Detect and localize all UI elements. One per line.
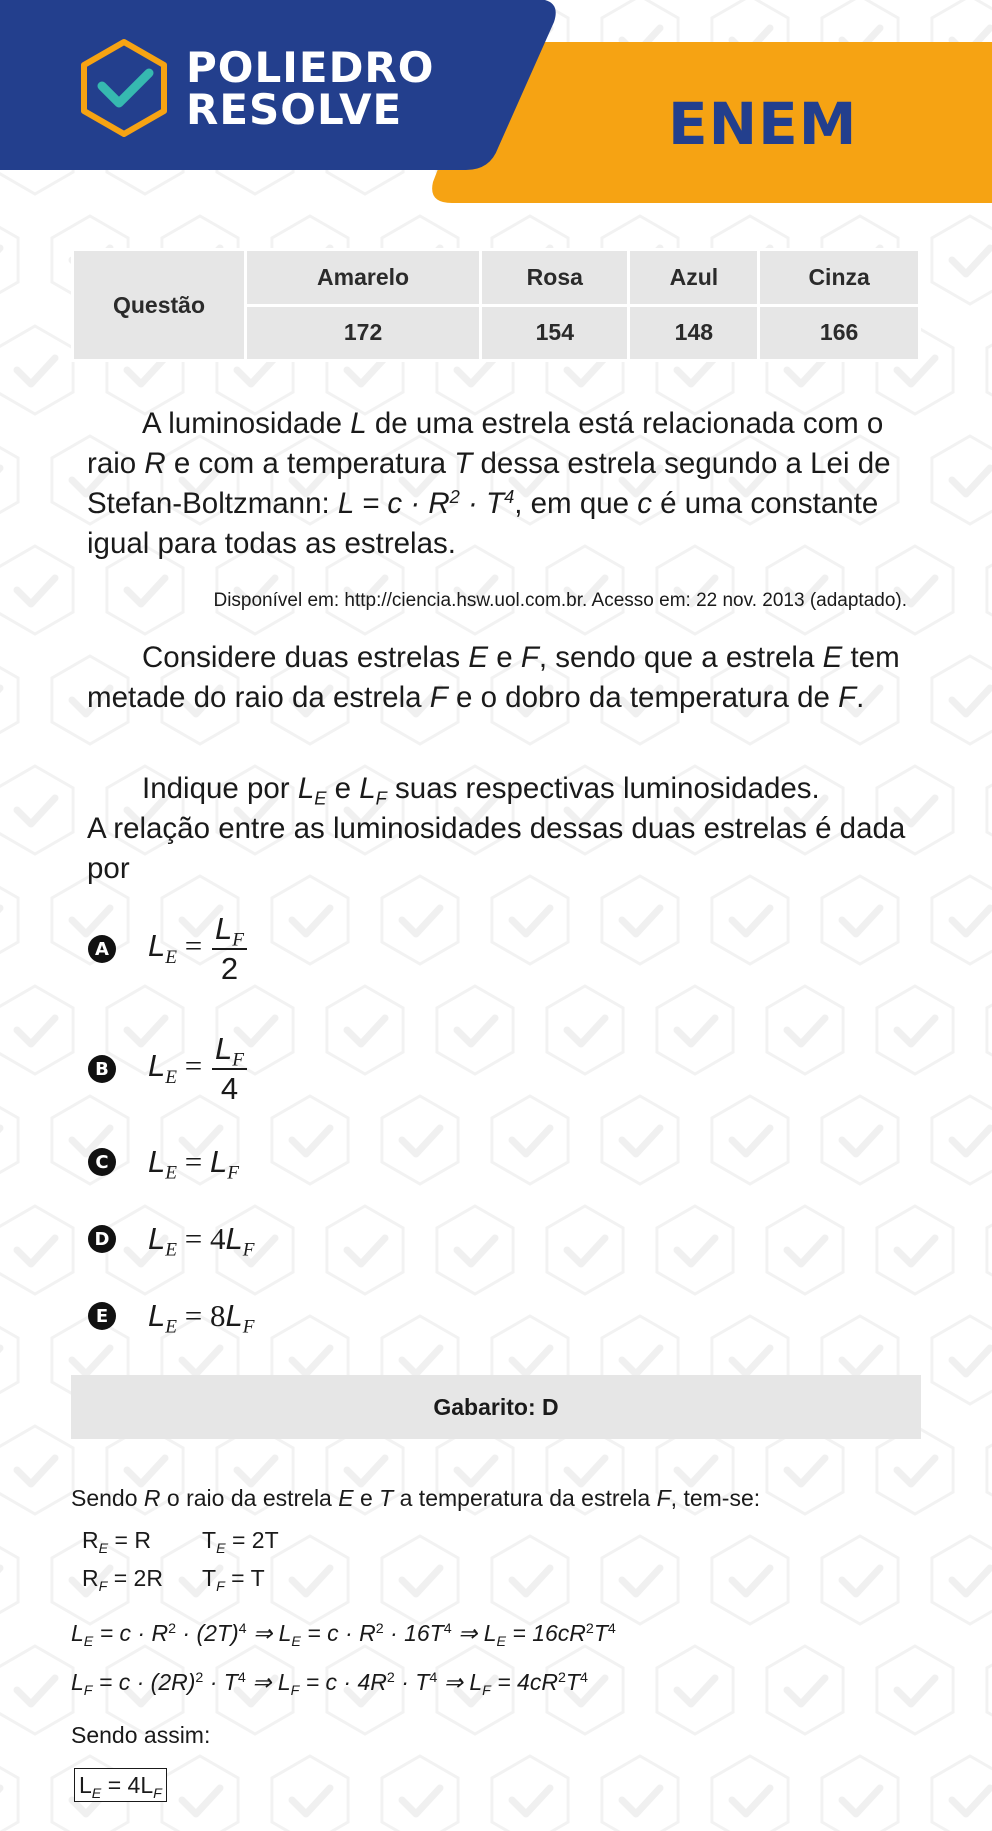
booklet-color-cinza: Cinza	[759, 250, 920, 306]
solution-line-le: $L_E = c \cdot R^2 \cdot (2T)^4$ ⇒ $L_E = c \cdot R^2 \cdot 16T^4$ ⇒ $L_E = 16cR^2T^4$	[71, 1620, 616, 1650]
brand-name-line1: POLIEDRO	[186, 43, 435, 92]
booklet-color-azul: Azul	[629, 250, 759, 306]
watermark-hexagon-check-icon	[382, 1756, 458, 1831]
statement-paragraph-1: A luminosidade L de uma estrela está relacionada com o raio R e com a temperatura T dessa estrela segundo a Lei de Stefan-Boltzmann: $L = c \cdot R^2 \cdot T^4$, em que c é uma constante igual para todas as estrelas.	[87, 407, 891, 560]
option-letter-badge: B	[88, 1055, 116, 1083]
watermark-hexagon-check-icon	[272, 1096, 348, 1184]
question-number-table	[71, 248, 921, 362]
question-number-rosa: 154	[481, 305, 629, 361]
booklet-color-rosa: Rosa	[481, 250, 629, 306]
solution-line-lf: $L_F = c \cdot (2R)^2 \cdot T^4$ ⇒ $L_F = c \cdot 4R^2 \cdot T^4$ ⇒ $L_F = 4cR^2T^4$	[71, 1669, 588, 1699]
watermark-hexagon-check-icon	[877, 986, 953, 1074]
watermark-hexagon-check-icon	[0, 216, 18, 304]
watermark-hexagon-check-icon	[877, 1646, 953, 1734]
watermark-hexagon-check-icon	[382, 1096, 458, 1184]
given-temperature-f: $T_F = T$	[202, 1565, 265, 1595]
watermark-hexagon-check-icon	[712, 876, 788, 964]
watermark-hexagon-check-icon	[437, 986, 513, 1074]
watermark-hexagon-check-icon	[712, 1536, 788, 1624]
option-c-formula: $L_E = L_F$	[148, 1144, 239, 1184]
watermark-hexagon-check-icon	[437, 1206, 513, 1294]
statement-paragraph-3: Indique por $L_E$ e $L_F$ suas respectivas luminosidades. A relação entre as luminosidades dessas duas estrelas é dada por	[87, 772, 906, 885]
watermark-hexagon-check-icon	[987, 1426, 992, 1514]
watermark-hexagon-check-icon	[382, 1536, 458, 1624]
watermark-hexagon-check-icon	[0, 1756, 18, 1831]
watermark-hexagon-check-icon	[602, 1536, 678, 1624]
watermark-hexagon-check-icon	[492, 876, 568, 964]
question-number-amarelo: 172	[246, 305, 481, 361]
watermark-hexagon-check-icon	[657, 1206, 733, 1294]
option-letter-badge: D	[88, 1225, 116, 1253]
watermark-hexagon-check-icon	[877, 1206, 953, 1294]
watermark-hexagon-check-icon	[327, 1206, 403, 1294]
option-a-formula: $L_E$ = $\frac{L_F}{2}$	[148, 910, 247, 988]
watermark-hexagon-check-icon	[492, 1536, 568, 1624]
option-letter-badge: E	[88, 1302, 116, 1330]
watermark-hexagon-check-icon	[987, 766, 992, 854]
watermark-hexagon-check-icon	[987, 986, 992, 1074]
watermark-hexagon-check-icon	[987, 1646, 992, 1734]
option-d-formula: $L_E = 4L_F$	[148, 1221, 255, 1261]
watermark-hexagon-check-icon	[657, 1646, 733, 1734]
watermark-hexagon-check-icon	[547, 1206, 623, 1294]
watermark-hexagon-check-icon	[932, 436, 992, 524]
watermark-hexagon-check-icon	[822, 1096, 898, 1184]
watermark-hexagon-check-icon	[162, 1756, 238, 1831]
watermark-hexagon-check-icon	[602, 1096, 678, 1184]
watermark-hexagon-check-icon	[0, 986, 73, 1074]
option-a[interactable]	[88, 910, 247, 988]
watermark-hexagon-check-icon	[0, 326, 73, 414]
watermark-hexagon-check-icon	[932, 1316, 992, 1404]
watermark-hexagon-check-icon	[272, 1756, 348, 1831]
watermark-hexagon-check-icon	[0, 436, 18, 524]
watermark-hexagon-check-icon	[0, 1426, 73, 1514]
watermark-hexagon-check-icon	[822, 1536, 898, 1624]
watermark-hexagon-check-icon	[0, 766, 73, 854]
watermark-hexagon-check-icon	[382, 876, 458, 964]
watermark-hexagon-check-icon	[0, 1646, 73, 1734]
watermark-hexagon-check-icon	[822, 876, 898, 964]
watermark-hexagon-check-icon	[0, 1536, 18, 1624]
solution-intro: Sendo R o raio da estrela E e T a temperatura da estrela F, tem-se:	[71, 1485, 761, 1511]
watermark-hexagon-check-icon	[767, 1646, 843, 1734]
watermark-hexagon-check-icon	[712, 1096, 788, 1184]
given-temperature-e: $T_E = 2T$	[202, 1527, 279, 1557]
watermark-hexagon-check-icon	[272, 1536, 348, 1624]
final-answer-box: $L_E = 4L_F$	[74, 1768, 167, 1802]
watermark-hexagon-check-icon	[0, 876, 18, 964]
watermark-hexagon-check-icon	[932, 876, 992, 964]
watermark-hexagon-check-icon	[932, 216, 992, 304]
watermark-hexagon-check-icon	[492, 1096, 568, 1184]
watermark-hexagon-check-icon	[0, 1206, 73, 1294]
exam-label: ENEM	[668, 90, 858, 158]
option-e[interactable]	[88, 1298, 255, 1338]
option-letter-badge: A	[88, 935, 116, 963]
watermark-hexagon-check-icon	[932, 1536, 992, 1624]
option-b[interactable]	[88, 1030, 247, 1108]
watermark-hexagon-check-icon	[987, 546, 992, 634]
option-letter-badge: C	[88, 1148, 116, 1176]
watermark-hexagon-check-icon	[932, 1756, 992, 1831]
watermark-hexagon-check-icon	[0, 1096, 18, 1184]
watermark-hexagon-check-icon	[712, 1756, 788, 1831]
stefan-boltzmann-equation: $L = c \cdot R^2 \cdot T^4$	[337, 485, 515, 520]
answer-key-bar: Gabarito: D	[71, 1375, 921, 1439]
given-radius-e: $R_E = R$	[82, 1527, 151, 1557]
watermark-hexagon-check-icon	[327, 986, 403, 1074]
source-citation: Disponível em: http://ciencia.hsw.uol.com.br. Acesso em: 22 nov. 2013 (adaptado).	[213, 590, 907, 611]
watermark-hexagon-check-icon	[987, 326, 992, 414]
watermark-hexagon-check-icon	[0, 546, 73, 634]
watermark-hexagon-check-icon	[932, 656, 992, 744]
watermark-hexagon-check-icon	[272, 876, 348, 964]
watermark-hexagon-check-icon	[657, 986, 733, 1074]
brand-name-line2: RESOLVE	[186, 85, 403, 134]
watermark-hexagon-check-icon	[822, 1756, 898, 1831]
watermark-hexagon-check-icon	[0, 1316, 18, 1404]
solution-conclusion: Sendo assim:	[71, 1722, 211, 1748]
question-number-azul: 148	[629, 305, 759, 361]
watermark-hexagon-check-icon	[547, 986, 623, 1074]
statement-paragraph-2: Considere duas estrelas E e F, sendo que a estrela E tem metade do raio da estrela F e o dobro da temperatura de F.	[87, 641, 900, 714]
question-number-cinza: 166	[759, 305, 920, 361]
watermark-hexagon-check-icon	[602, 1756, 678, 1831]
given-radius-f: $R_F = 2R$	[82, 1565, 163, 1595]
option-b-formula: $L_E$ = $\frac{L_F}{4}$	[148, 1030, 247, 1108]
question-header: Questão	[73, 250, 246, 361]
booklet-color-amarelo: Amarelo	[246, 250, 481, 306]
watermark-hexagon-check-icon	[602, 876, 678, 964]
watermark-hexagon-check-icon	[987, 1206, 992, 1294]
watermark-hexagon-check-icon	[492, 1756, 568, 1831]
option-e-formula: $L_E = 8L_F$	[148, 1298, 255, 1338]
watermark-hexagon-check-icon	[932, 1096, 992, 1184]
watermark-hexagon-check-icon	[0, 656, 18, 744]
watermark-hexagon-check-icon	[767, 1206, 843, 1294]
option-c[interactable]	[88, 1144, 239, 1184]
option-d[interactable]	[88, 1221, 255, 1261]
watermark-hexagon-check-icon	[767, 986, 843, 1074]
